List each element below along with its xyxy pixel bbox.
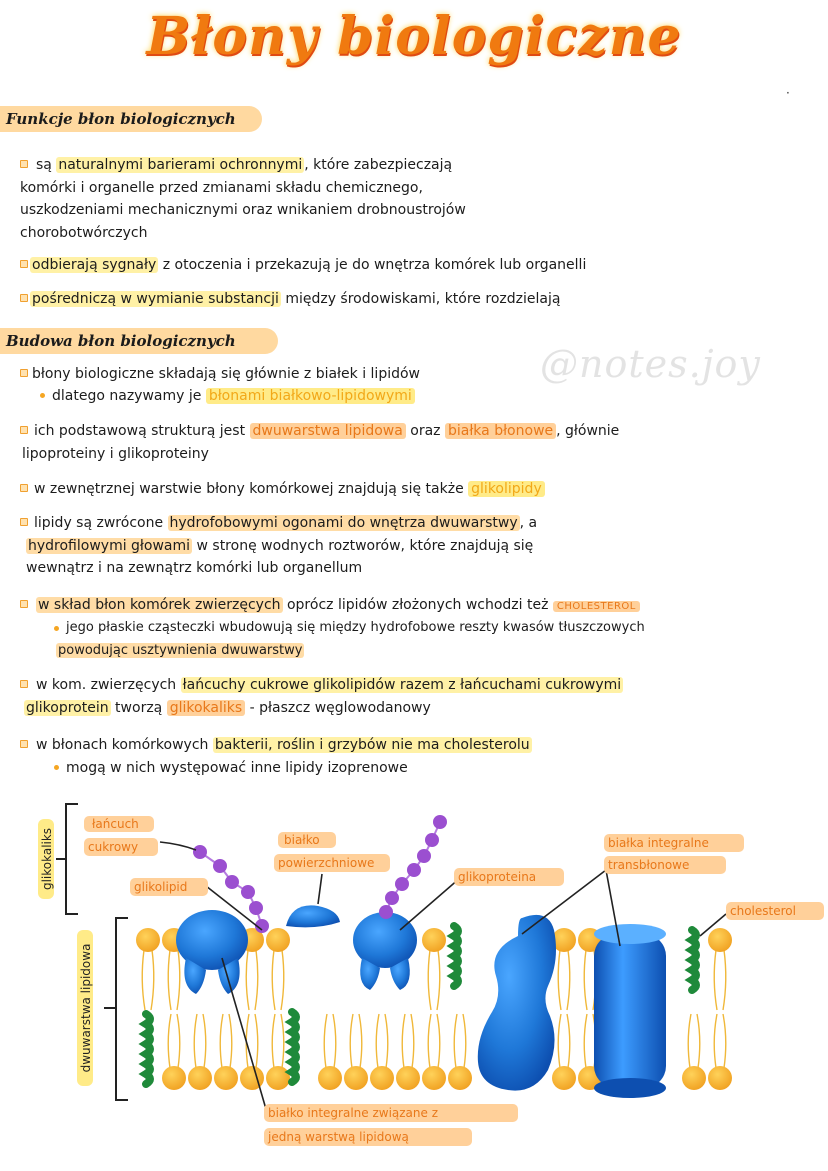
- budowa-item-7: [36, 734, 816, 757]
- lipid-tail: [376, 1014, 388, 1068]
- sugar-bead: [213, 859, 227, 873]
- lipid-head: [682, 1066, 706, 1090]
- funkcje-item-3: [30, 288, 820, 311]
- text: lipoproteiny i glikoproteiny: [22, 445, 209, 462]
- sugar-bead: [385, 891, 399, 905]
- label-integralne-2: transbłonowe: [608, 858, 690, 872]
- bullet-marker: [20, 600, 28, 608]
- text: w błonach komórkowych: [36, 737, 213, 753]
- bullet-marker: [20, 484, 28, 492]
- sub-bullet-dot: [40, 393, 45, 398]
- funkcje-item-1: [20, 154, 540, 244]
- text: uszkodzeniami mechanicznymi oraz wnikaniem drobnoustrojów: [20, 202, 466, 218]
- text: oraz: [405, 423, 445, 439]
- budowa-item-4: [26, 512, 806, 580]
- bullet-marker: [20, 294, 28, 302]
- label-bialko-1: białko: [284, 833, 320, 847]
- lipid-head: [422, 928, 446, 952]
- sugar-bead: [249, 901, 263, 915]
- budowa-item-1-sub: [52, 385, 652, 408]
- lipid-head: [240, 1066, 264, 1090]
- lipid-tail: [428, 1014, 440, 1068]
- text: z otoczenia i przekazują je do wnętrza komórek lub organelli: [158, 257, 587, 273]
- label-bialko-2: powierzchniowe: [278, 856, 375, 870]
- budowa-item-7-sub: [66, 757, 766, 780]
- sugar-bead: [395, 877, 409, 891]
- bilayer-bracket: [116, 918, 128, 1100]
- text: błony biologiczne składają się głównie z białek i lipidów: [32, 366, 420, 382]
- glikokaliks-label: glikokaliks: [40, 827, 54, 891]
- text: mogą w nich występować inne lipidy izoprenowe: [66, 760, 408, 776]
- highlight: glikoprotein: [26, 699, 109, 716]
- text: , które zabezpieczają: [304, 157, 453, 173]
- highlight: powodując usztywnienia dwuwarstwy: [58, 642, 303, 658]
- highlight: łańcuchy cukrowe glikolipidów razem z łańcuchami cukrowymi: [182, 677, 622, 693]
- highlight: pośredniczą w wymianie substancji: [32, 291, 279, 307]
- lipid-head: [396, 1066, 420, 1090]
- label-glikolipid: glikolipid: [134, 880, 188, 894]
- highlight-cholesterol: CHOLESTEROL: [553, 601, 640, 612]
- page-title: Błony biologiczne: [146, 6, 682, 67]
- text: komórki i organelle przed zmianami składu chemicznego,: [20, 179, 423, 196]
- sugar-bead: [417, 849, 431, 863]
- bilayer-label: dwuwarstwa lipidowa: [79, 943, 93, 1073]
- text: chorobotwórczych: [20, 224, 148, 241]
- lipid-tail: [168, 1014, 180, 1068]
- section-heading-budowa: Budowa błon biologicznych: [0, 328, 278, 354]
- lipid-head: [344, 1066, 368, 1090]
- bullet-marker: [20, 369, 28, 377]
- lipid-tail: [272, 950, 284, 1010]
- label-integralne-1: białka integralne: [608, 836, 709, 850]
- sugar-bead: [407, 863, 421, 877]
- sugar-bead: [241, 885, 255, 899]
- watermark: @notes.joy: [540, 342, 761, 386]
- text: , głównie: [556, 423, 620, 439]
- highlight: hydrofobowymi ogonami do wnętrza dwuwarstwy: [169, 515, 518, 531]
- integral-protein-left: [176, 910, 248, 994]
- highlight: odbierają sygnały: [32, 257, 157, 273]
- lipid-tail: [220, 1014, 232, 1068]
- highlight: hydrofilowymi głowami: [28, 537, 191, 554]
- highlight: naturalnymi barierami ochronnymi: [58, 157, 303, 173]
- lipid-head: [448, 1066, 472, 1090]
- lipid-tail: [272, 1014, 284, 1068]
- budowa-item-2: [22, 420, 782, 465]
- lipid-tail: [428, 950, 440, 1010]
- lipid-head: [708, 1066, 732, 1090]
- lipid-head: [552, 1066, 576, 1090]
- lipid-head: [214, 1066, 238, 1090]
- label-glikoproteina: glikoproteina: [458, 870, 537, 884]
- highlight: błonami białkowo-lipidowymi: [206, 388, 415, 404]
- lipid-tail: [168, 950, 180, 1010]
- lipid-tail: [558, 1014, 570, 1068]
- lipid-tail: [558, 950, 570, 1010]
- lipid-tail: [688, 1014, 700, 1068]
- cholesterol-molecule: [292, 1012, 296, 1082]
- sugar-bead: [193, 845, 207, 859]
- text: między środowiskami, które rozdzielają: [280, 291, 561, 307]
- surface-protein: [286, 905, 340, 927]
- bullet-marker: [20, 740, 28, 748]
- text: w stronę wodnych roztworów, które znajdują się: [192, 537, 534, 554]
- lipid-head: [708, 928, 732, 952]
- sugar-bead: [225, 875, 239, 889]
- lipid-head: [422, 1066, 446, 1090]
- lipid-head: [318, 1066, 342, 1090]
- label-lancuch-2: cukrowy: [88, 840, 139, 854]
- highlight: glikolipidy: [468, 481, 545, 497]
- transmembrane-channel: [594, 924, 666, 1098]
- lipid-tail: [324, 1014, 336, 1068]
- sub-bullet-dot: [54, 765, 59, 770]
- text: oprócz lipidów złożonych wchodzi też: [282, 597, 553, 613]
- lipid-tail: [350, 1014, 362, 1068]
- highlight: w skład błon komórek zwierzęcych: [38, 597, 281, 613]
- lipid-head: [266, 928, 290, 952]
- label-cholesterol: cholesterol: [730, 904, 796, 918]
- label-zwiazane-1: białko integralne związane z: [268, 1106, 439, 1120]
- text: dlatego nazywamy je: [52, 388, 206, 404]
- text: ich podstawową strukturą jest: [34, 423, 250, 439]
- text: lipidy są zwrócone: [34, 515, 168, 531]
- lipid-tail: [714, 1014, 726, 1068]
- membrane-diagram: [0, 790, 828, 1170]
- lipid-head: [162, 1066, 186, 1090]
- lipid-head: [136, 928, 160, 952]
- lipid-tail: [402, 1014, 414, 1068]
- text: w kom. zwierzęcych: [36, 677, 181, 693]
- lipid-tail: [246, 950, 258, 1010]
- label-lancuch-1: łańcuch: [92, 817, 139, 831]
- lipid-head: [266, 1066, 290, 1090]
- stray-mark: ·: [786, 86, 790, 100]
- lipid-tail: [194, 1014, 206, 1068]
- funkcje-item-2: [30, 254, 820, 277]
- label-zwiazane-2: jedną warstwą lipidową: [268, 1130, 409, 1144]
- lipid-tail: [714, 950, 726, 1010]
- section-heading-funkcje: Funkcje błon biologicznych: [0, 106, 262, 132]
- highlight: dwuwarstwa lipidowa: [250, 423, 406, 439]
- bullet-marker: [20, 260, 28, 268]
- glikokaliks-bracket: [66, 804, 78, 914]
- text: wewnątrz i na zewnątrz komórki lub organellum: [26, 560, 363, 576]
- budowa-item-1: [32, 363, 632, 386]
- budowa-item-3: [34, 478, 794, 501]
- cholesterol-molecule: [692, 930, 696, 990]
- cholesterol-molecule: [146, 1014, 150, 1084]
- text: są: [36, 157, 57, 173]
- lipid-head: [370, 1066, 394, 1090]
- sugar-bead: [379, 905, 393, 919]
- sugar-bead: [425, 833, 439, 847]
- text: - płaszcz węglowodanowy: [245, 699, 431, 716]
- transmembrane-protein: [478, 915, 556, 1091]
- budowa-item-5-sub: [56, 617, 816, 662]
- text: , a: [519, 515, 538, 531]
- lipid-tail: [454, 1014, 466, 1068]
- lipid-tail: [142, 950, 154, 1010]
- cholesterol-molecule: [454, 926, 458, 986]
- text: w zewnętrznej warstwie błony komórkowej znajdują się także: [34, 481, 469, 497]
- lipid-head: [188, 1066, 212, 1090]
- text: jego płaskie cząsteczki wbudowują się między hydrofobowe reszty kwasów tłuszczowych: [66, 620, 645, 635]
- budowa-item-6: [24, 674, 814, 719]
- highlight: bakterii, roślin i grzybów nie ma cholesterolu: [214, 737, 530, 753]
- budowa-item-5: [36, 594, 816, 619]
- highlight: białka błonowe: [445, 423, 556, 439]
- highlight: glikokaliks: [167, 700, 245, 716]
- text: tworzą: [110, 699, 167, 716]
- sugar-bead: [433, 815, 447, 829]
